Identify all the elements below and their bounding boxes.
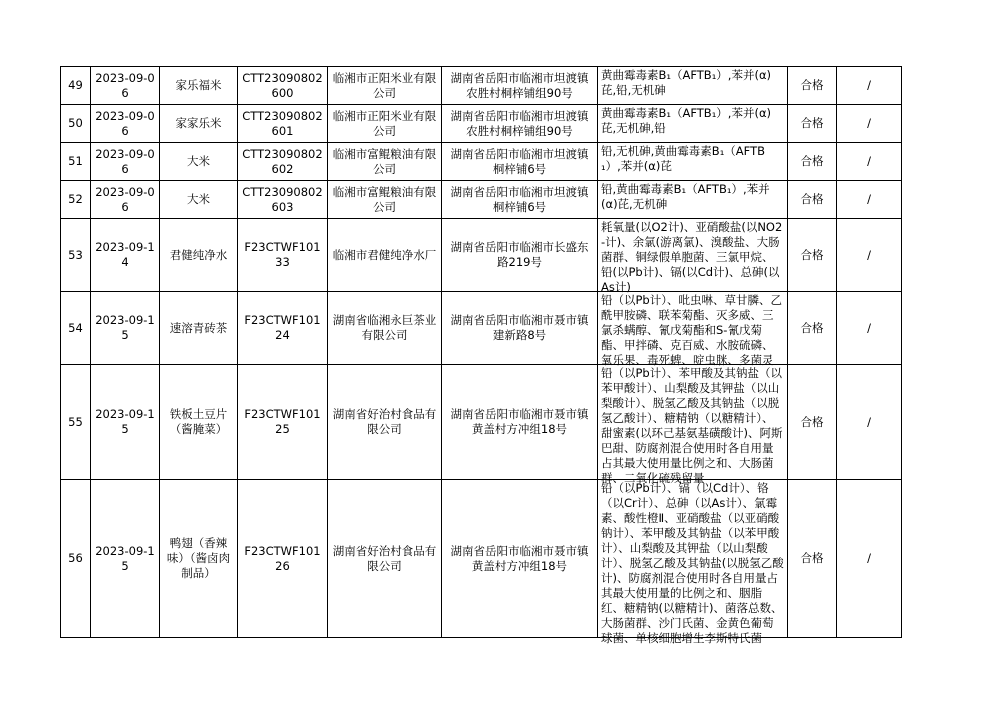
remark-text: / (867, 78, 871, 92)
company-cell (328, 67, 442, 105)
address-text: 湖南省岳阳市临湘市聂市镇黄盖村方冲组18号 (450, 543, 589, 573)
product-name-cell (160, 219, 238, 292)
row-number-cell (61, 480, 91, 638)
address-cell (442, 143, 598, 181)
row-number-cell (61, 105, 91, 143)
test-items-cell (598, 292, 788, 365)
remark-cell (837, 67, 902, 105)
remark-text: / (867, 247, 871, 262)
row-number-text: 56 (68, 551, 83, 565)
sample-code-cell (238, 143, 328, 181)
table-row (61, 105, 902, 143)
result-cell (788, 181, 837, 219)
sample-code-text: F23CTWF10125 (244, 407, 321, 436)
sample-code-cell (238, 365, 328, 480)
address-cell (442, 181, 598, 219)
test-items-text: 铅（以Pb计）、镉（以Cd计）、铬（以Cr计）、总砷（以As计）、氯霉素、酸性橙Ⅱ、亚硝酸盐（以亚硝酸钠计）、苯甲酸及其钠盐（以苯甲酸计）、山梨酸及其钾盐（以山梨酸计）、脱氢乙酸及其钠盐(以脱氢乙酸计)、防腐剂混合使用时各自用量占其最大使用量的比例之和、胭脂红、糖精钠(以糖精计)、菌落总数、大肠菌群、沙门氏菌、金黄色葡萄球菌、单核细胞增生李斯特氏菌 (601, 481, 784, 645)
result-cell (788, 143, 837, 181)
test-items-cell (598, 143, 788, 181)
date-cell (91, 365, 160, 480)
test-items-cell (598, 67, 788, 105)
date-text: 2023-09-15 (95, 543, 155, 573)
company-text: 临湘市君健纯净水厂 (332, 247, 437, 262)
company-cell (328, 219, 442, 292)
result-text: 合格 (800, 414, 824, 429)
sample-code-cell (238, 181, 328, 219)
test-items-text: 铅（以Pb计）、苯甲酸及其钠盐（以苯甲酸计）、山梨酸及其钾盐（以山梨酸计）、脱氢乙酸及其钠盐（以脱氢乙酸计）、糖精钠（以糖精计）、甜蜜素(以环己基氨基磺酸计)、阿斯巴甜、防腐剂混合使用时各自用量占其最大使用量比例之和、大肠菌群、二氧化硫残留量 (601, 366, 783, 485)
test-items-cell (598, 181, 788, 219)
table-row (61, 181, 902, 219)
company-cell (328, 105, 442, 143)
product-name-text: 鸭翅（香辣味）（酱卤肉制品） (166, 536, 231, 580)
sample-code-cell (238, 480, 328, 638)
sample-code-cell (238, 292, 328, 365)
company-cell (328, 143, 442, 181)
test-items-cell (598, 365, 788, 485)
date-text: 2023-09-06 (95, 108, 155, 138)
company-cell (328, 365, 442, 480)
product-name-text: 家家乐米 (175, 116, 222, 130)
product-name-cell (160, 292, 238, 365)
test-items-text: 铅（以Pb计）、吡虫啉、草甘膦、乙酰甲胺磷、联苯菊酯、灭多威、三氯杀螨醇、氰戊菊酯和S-氰戊菊酯、甲拌磷、克百威、水胺硫磷、氧乐果、毒死蜱、啶虫脒、多菌灵 (601, 293, 782, 367)
address-text: 湖南省岳阳市临湘市坦渡镇农胜村桐梓铺组90号 (450, 108, 589, 138)
product-name-text: 速溶青砖茶 (169, 320, 228, 335)
product-name-cell (160, 67, 238, 105)
company-text: 临湘市正阳米业有限公司 (332, 70, 437, 100)
sample-code-text: CTT23090802602 (242, 146, 323, 176)
date-cell (91, 292, 160, 365)
row-number-cell (61, 292, 91, 365)
table-row (61, 219, 902, 292)
remark-text: / (867, 551, 871, 565)
result-cell (788, 480, 837, 638)
remark-cell (837, 365, 902, 480)
result-text: 合格 (800, 78, 824, 92)
test-items-text: 铅,黄曲霉毒素B₁（AFTB₁）,苯并(α)芘,无机砷 (601, 182, 770, 211)
remark-cell (837, 292, 902, 365)
remark-text: / (867, 116, 871, 130)
result-text: 合格 (800, 247, 824, 262)
result-text: 合格 (800, 154, 824, 168)
test-items-cell (598, 105, 788, 143)
product-name-cell (160, 143, 238, 181)
address-text: 湖南省岳阳市临湘市坦渡镇桐梓铺6号 (450, 184, 589, 214)
table-row (61, 365, 902, 480)
product-name-text: 铁板土豆片（酱腌菜） (169, 407, 228, 436)
remark-cell (837, 219, 902, 292)
result-cell (788, 67, 837, 105)
product-name-text: 家乐福米 (175, 78, 222, 92)
result-text: 合格 (800, 551, 824, 565)
remark-text: / (867, 154, 871, 168)
company-cell (328, 480, 442, 638)
date-text: 2023-09-06 (95, 70, 155, 100)
row-number-text: 55 (68, 414, 83, 429)
company-cell (328, 181, 442, 219)
result-text: 合格 (800, 116, 824, 130)
product-name-cell (160, 105, 238, 143)
row-number-cell (61, 143, 91, 181)
date-cell (91, 105, 160, 143)
company-text: 临湘市正阳米业有限公司 (332, 108, 437, 138)
row-number-text: 50 (68, 116, 83, 130)
date-text: 2023-09-14 (95, 240, 155, 269)
sample-code-text: F23CTWF10124 (244, 313, 321, 342)
sample-code-cell (238, 219, 328, 292)
result-text: 合格 (800, 192, 824, 206)
product-name-cell (160, 365, 238, 480)
sample-code-text: CTT23090802601 (242, 108, 323, 138)
product-name-text: 大米 (187, 192, 210, 206)
address-cell (442, 365, 598, 480)
address-cell (442, 105, 598, 143)
sample-code-cell (238, 105, 328, 143)
address-cell (442, 219, 598, 292)
sample-code-text: CTT23090802600 (242, 70, 323, 100)
address-cell (442, 292, 598, 365)
date-text: 2023-09-15 (95, 407, 155, 436)
product-name-cell (160, 181, 238, 219)
remark-text: / (867, 320, 871, 335)
company-text: 湖南省临湘永巨茶业有限公司 (332, 313, 437, 342)
date-cell (91, 219, 160, 292)
test-items-cell (598, 219, 788, 292)
company-cell (328, 292, 442, 365)
address-text: 湖南省岳阳市临湘市聂市镇黄盖村方冲组18号 (450, 407, 589, 436)
date-text: 2023-09-15 (95, 313, 155, 342)
table-body (61, 67, 902, 645)
address-text: 湖南省岳阳市临湘市坦渡镇农胜村桐梓铺组90号 (450, 70, 589, 100)
address-text: 湖南省岳阳市临湘市长盛东路219号 (450, 240, 589, 269)
result-cell (788, 219, 837, 292)
remark-cell (837, 143, 902, 181)
company-text: 湖南省好治村食品有限公司 (332, 543, 437, 573)
date-text: 2023-09-06 (95, 146, 155, 176)
test-items-text: 铅,无机砷,黄曲霉毒素B₁（AFTB₁）,苯并(α)芘 (601, 144, 766, 173)
row-number-text: 52 (68, 192, 83, 206)
remark-cell (837, 105, 902, 143)
row-number-text: 54 (68, 320, 83, 335)
sample-code-text: F23CTWF10126 (244, 543, 321, 573)
row-number-text: 49 (68, 78, 83, 92)
row-number-cell (61, 181, 91, 219)
remark-text: / (867, 414, 871, 429)
address-text: 湖南省岳阳市临湘市聂市镇建新路8号 (450, 313, 589, 342)
address-cell (442, 67, 598, 105)
row-number-cell (61, 67, 91, 105)
remark-cell (837, 480, 902, 638)
company-text: 临湘市富鲲粮油有限公司 (332, 146, 437, 176)
date-text: 2023-09-06 (95, 184, 155, 214)
test-items-text: 耗氧量(以O2计)、亚硝酸盐(以NO2-计)、余氯(游离氯)、溴酸盐、大肠菌群、铜绿假单胞菌、三氯甲烷、铅(以Pb计)、镉(以Cd计)、总砷(以As计) (601, 220, 783, 294)
company-text: 湖南省好治村食品有限公司 (332, 407, 437, 436)
inspection-results-table (60, 66, 902, 645)
date-cell (91, 67, 160, 105)
sample-code-text: CTT23090802603 (242, 184, 323, 214)
result-cell (788, 105, 837, 143)
row-number-cell (61, 219, 91, 292)
sample-code-text: F23CTWF10133 (244, 240, 321, 269)
table-row (61, 67, 902, 105)
result-cell (788, 292, 837, 365)
address-text: 湖南省岳阳市临湘市坦渡镇桐梓铺6号 (450, 146, 589, 176)
remark-cell (837, 181, 902, 219)
row-number-text: 53 (68, 247, 83, 262)
row-number-text: 51 (68, 154, 83, 168)
company-text: 临湘市富鲲粮油有限公司 (332, 184, 437, 214)
test-items-text: 黄曲霉毒素B₁（AFTB₁）,苯并(α)芘,铅,无机砷 (601, 68, 772, 97)
product-name-text: 大米 (187, 154, 210, 168)
sample-code-cell (238, 67, 328, 105)
row-number-cell (61, 365, 91, 480)
table-row (61, 143, 902, 181)
table-row (61, 292, 902, 365)
test-items-text: 黄曲霉毒素B₁（AFTB₁）,苯并(α)芘,无机砷,铅 (601, 106, 772, 135)
product-name-text: 君健纯净水 (169, 247, 228, 262)
test-items-cell (598, 480, 788, 645)
date-cell (91, 480, 160, 638)
result-cell (788, 365, 837, 480)
table-row (61, 480, 902, 638)
date-cell (91, 181, 160, 219)
remark-text: / (867, 192, 871, 206)
product-name-cell (160, 480, 238, 638)
result-text: 合格 (800, 320, 824, 335)
date-cell (91, 143, 160, 181)
address-cell (442, 480, 598, 638)
